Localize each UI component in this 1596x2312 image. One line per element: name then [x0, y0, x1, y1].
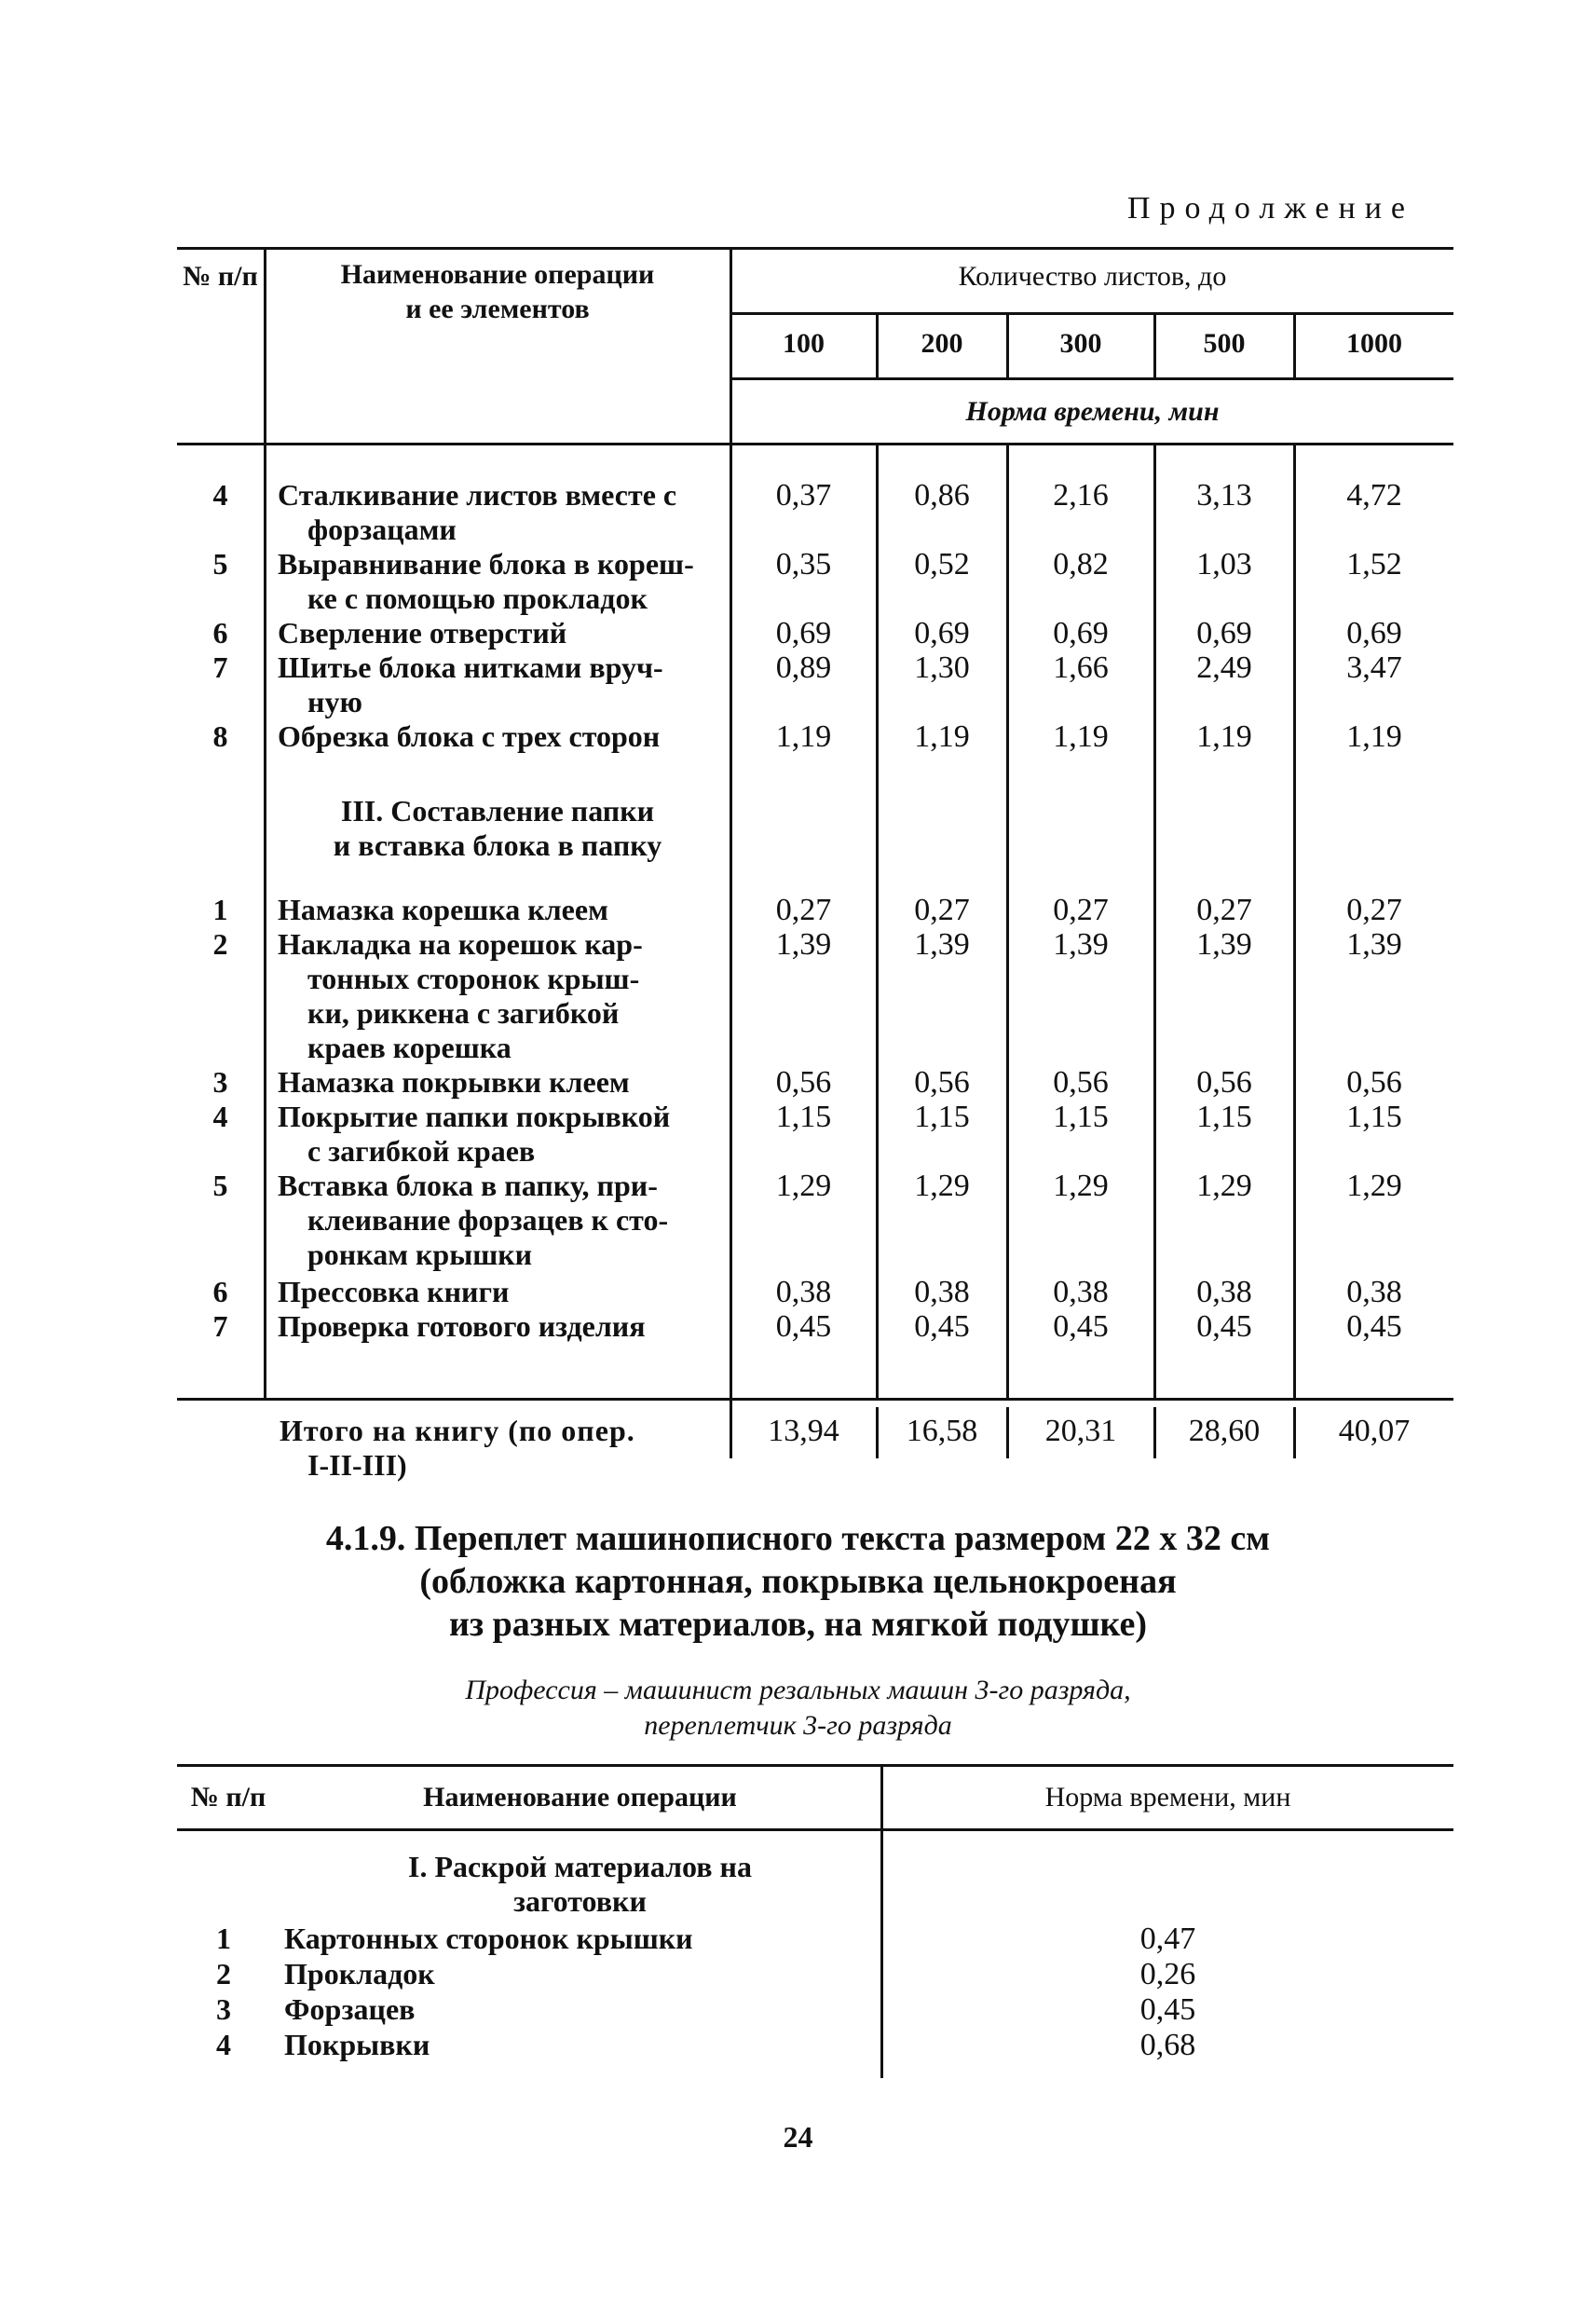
table-2-header-norm: Норма времени, мин — [1044, 1782, 1291, 1813]
value-cell: 1,15 — [914, 1100, 970, 1134]
row-number: 6 — [212, 616, 228, 650]
header-num: № п/п — [183, 261, 258, 292]
table-1-qty-divider — [731, 312, 1453, 315]
value-cell: 0,45 — [1346, 1309, 1402, 1344]
value-cell: 1,15 — [1053, 1100, 1109, 1134]
value-cell: 0,69 — [914, 616, 970, 650]
value-cell: 0,56 — [1346, 1065, 1402, 1100]
page-number: 24 — [783, 2120, 813, 2154]
row-number: 2 — [216, 1957, 231, 1991]
row-name-line: Шитье блока нитками вруч- — [278, 650, 663, 684]
value-cell: 0,86 — [914, 478, 970, 513]
value-cell: 0,27 — [1196, 893, 1252, 927]
section-3-heading-line2: и вставка блока в папку — [333, 828, 662, 862]
table-1-total-divider — [177, 1398, 1453, 1401]
row-number: 7 — [212, 1309, 228, 1343]
value-cell: 0,69 — [1346, 616, 1402, 650]
table-2-top-border — [177, 1764, 1453, 1767]
header-col-500: 500 — [1203, 328, 1246, 359]
total-value: 28,60 — [1188, 1414, 1261, 1448]
header-col-1000: 1000 — [1346, 328, 1402, 359]
row-name: Картонных сторонок крышки — [284, 1922, 693, 1955]
row-number: 5 — [212, 547, 228, 581]
row-name-line: Намазка корешка клеем — [278, 893, 608, 926]
row-name-line: Выравнивание блока в кореш- — [278, 547, 694, 581]
header-col-100: 100 — [783, 328, 825, 359]
value-cell: 0,56 — [914, 1065, 970, 1100]
table-1-norm-divider — [731, 377, 1453, 380]
header-name-line1: Наименование операции — [340, 259, 655, 290]
total-label-line2: I-II-III) — [307, 1448, 407, 1482]
value-cell: 0,89 — [775, 650, 832, 685]
table-1-header-bottom — [177, 443, 1453, 445]
total-value: 20,31 — [1044, 1414, 1117, 1448]
row-name-line: ке с помощью прокладок — [307, 581, 648, 615]
row-name: Покрывки — [284, 2028, 430, 2061]
row-name-line: форзацами — [307, 513, 457, 546]
header-name-line2: и ее элементов — [405, 294, 590, 324]
value-cell: 0,27 — [914, 893, 970, 927]
row-name: Форзацев — [284, 1992, 416, 2026]
value-cell: 0,52 — [914, 547, 970, 581]
value-cell: 1,52 — [1346, 547, 1402, 581]
value-cell: 1,29 — [775, 1169, 832, 1203]
value-cell: 0,45 — [775, 1309, 832, 1344]
row-name-line: Накладка на корешок кар- — [278, 927, 643, 961]
value-cell: 1,30 — [914, 650, 970, 685]
row-number: 8 — [212, 719, 228, 753]
row-name-line: Вставка блока в папку, при- — [278, 1169, 658, 1202]
value-cell: 0,27 — [1346, 893, 1402, 927]
total-value: 13,94 — [768, 1414, 839, 1448]
value-cell: 0,27 — [1053, 893, 1109, 927]
row-number: 4 — [212, 1100, 228, 1133]
row-number: 3 — [216, 1992, 231, 2026]
row-name-line: Покрытие папки покрывкой — [278, 1100, 671, 1133]
row-name-line: Сталкивание листов вместе с — [278, 478, 677, 512]
value-cell: 4,72 — [1346, 478, 1402, 513]
total-label-line1: Итого на книгу (по опер. — [280, 1414, 635, 1447]
value-cell: 3,13 — [1196, 478, 1252, 513]
row-number: 6 — [212, 1275, 228, 1308]
value-cell: 1,29 — [1196, 1169, 1252, 1203]
value-cell: 0,27 — [775, 893, 832, 927]
table-2-section-1-line1: I. Раскрой материалов на — [408, 1850, 752, 1883]
value-cell: 1,39 — [775, 927, 832, 962]
value-cell: 1,39 — [914, 927, 970, 962]
value-cell: 1,19 — [1346, 719, 1402, 754]
value-cell: 1,29 — [914, 1169, 970, 1203]
row-number: 2 — [212, 927, 228, 961]
value-cell: 1,03 — [1196, 547, 1252, 581]
header-col-200: 200 — [921, 328, 963, 359]
row-name-line: ную — [307, 685, 362, 718]
row-name-line: ки, риккена с загибкой — [307, 996, 620, 1030]
total-value: 16,58 — [906, 1414, 978, 1448]
header-col-300: 300 — [1059, 328, 1102, 359]
value-cell: 0,45 — [1053, 1309, 1109, 1344]
value-cell: 1,39 — [1346, 927, 1402, 962]
value-cell: 1,19 — [914, 719, 970, 754]
value-cell: 0,38 — [1053, 1275, 1109, 1309]
value-cell: 0,26 — [1139, 1957, 1196, 1991]
value-cell: 0,56 — [775, 1065, 832, 1100]
value-cell: 0,69 — [1196, 616, 1252, 650]
row-name-line: с загибкой краев — [307, 1134, 536, 1168]
row-name: Прокладок — [284, 1957, 435, 1991]
table-2-header-bottom — [177, 1828, 1453, 1831]
row-number: 4 — [212, 478, 228, 512]
value-cell: 1,19 — [775, 719, 832, 754]
row-number: 4 — [216, 2028, 231, 2061]
row-name-line: клеивание форзацев к сто- — [307, 1203, 669, 1237]
total-value: 40,07 — [1338, 1414, 1411, 1448]
value-cell: 0,45 — [1139, 1992, 1196, 2027]
value-cell: 1,19 — [1196, 719, 1252, 754]
value-cell: 0,35 — [775, 547, 832, 581]
row-number: 1 — [216, 1922, 231, 1955]
value-cell: 1,15 — [775, 1100, 832, 1134]
profession-line2: переплетчик 3-го разряда — [644, 1710, 952, 1741]
value-cell: 2,16 — [1053, 478, 1109, 513]
row-name-line: Намазка покрывки клеем — [278, 1065, 630, 1099]
row-name-line: Прессовка книги — [278, 1275, 510, 1308]
value-cell: 1,15 — [1346, 1100, 1402, 1134]
value-cell: 1,19 — [1053, 719, 1109, 754]
value-cell: 0,69 — [1053, 616, 1109, 650]
table-2-header-num: № п/п — [190, 1782, 266, 1813]
table-2-header-name: Наименование операции — [423, 1782, 737, 1813]
value-cell: 0,38 — [775, 1275, 832, 1309]
value-cell: 2,49 — [1196, 650, 1252, 685]
row-name-line: тонных сторонок крыш- — [307, 962, 640, 995]
value-cell: 0,38 — [1196, 1275, 1252, 1309]
value-cell: 1,29 — [1053, 1169, 1109, 1203]
value-cell: 0,56 — [1196, 1065, 1252, 1100]
value-cell: 0,47 — [1139, 1922, 1196, 1956]
row-name-line: Обрезка блока с трех сторон — [278, 719, 661, 753]
section-title-line3: из разных материалов, на мягкой подушке) — [448, 1605, 1147, 1644]
profession-line1: Профессия – машинист резальных машин 3-го разряда, — [465, 1675, 1131, 1705]
row-name-line: Проверка готового изделия — [278, 1309, 646, 1343]
value-cell: 0,69 — [775, 616, 832, 650]
section-title-line2: (обложка картонная, покрывка цельнокроеная — [419, 1562, 1177, 1601]
value-cell: 1,66 — [1053, 650, 1109, 685]
row-number: 1 — [212, 893, 228, 926]
value-cell: 0,38 — [1346, 1275, 1402, 1309]
header-norm: Норма времени, мин — [965, 396, 1220, 427]
value-cell: 0,82 — [1053, 547, 1109, 581]
table-2-section-1-line2: заготовки — [513, 1884, 647, 1918]
value-cell: 3,47 — [1346, 650, 1402, 685]
section-title-line1: 4.1.9. Переплет машинописного текста размером 22 x 32 см — [325, 1519, 1271, 1558]
row-number: 7 — [212, 650, 228, 684]
value-cell: 1,15 — [1196, 1100, 1252, 1134]
continuation-label: Продолжение — [1127, 191, 1415, 226]
value-cell: 1,39 — [1053, 927, 1109, 962]
row-name-line: ронкам крышки — [307, 1238, 533, 1271]
row-number: 5 — [212, 1169, 228, 1202]
value-cell: 1,29 — [1346, 1169, 1402, 1203]
section-3-heading-line1: III. Составление папки — [340, 794, 655, 828]
value-cell: 1,39 — [1196, 927, 1252, 962]
table-1-top-border — [177, 247, 1453, 250]
row-name-line: Сверление отверстий — [278, 616, 567, 650]
value-cell: 0,45 — [1196, 1309, 1252, 1344]
row-number: 3 — [212, 1065, 228, 1099]
value-cell: 0,56 — [1053, 1065, 1109, 1100]
header-qty: Количество листов, до — [958, 261, 1227, 292]
row-name-line: краев корешка — [307, 1031, 512, 1064]
value-cell: 0,45 — [914, 1309, 970, 1344]
value-cell: 0,68 — [1139, 2028, 1196, 2062]
value-cell: 0,38 — [914, 1275, 970, 1309]
value-cell: 0,37 — [775, 478, 832, 513]
